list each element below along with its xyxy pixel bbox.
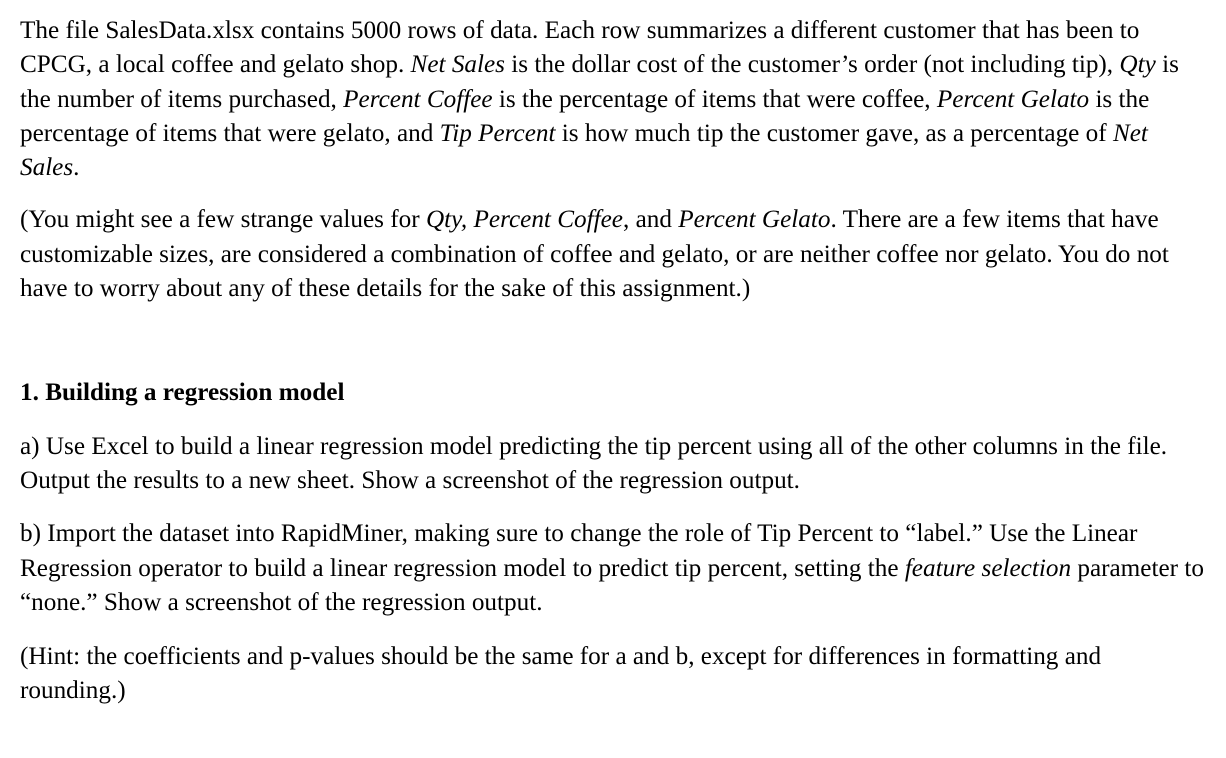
part-b-text: b) Import the dataset into RapidMiner, making sure to change the role of Tip Percent to “label.” Use the Linear Regression operator to build a linear regression model to predict tip percent, setting the xyxy=(20,520,1138,582)
intro-text: . xyxy=(73,154,80,182)
intro-text: is the dollar cost of the customer’s order (not including tip), xyxy=(505,51,1120,79)
document-page xyxy=(20,14,1206,709)
intro-paragraph xyxy=(20,14,1206,185)
note-text: . There are a few items that have customizable sizes, are considered a combination of coffee and gelato, or are neither coffee nor gelato. You do not have to worry about any of these details for the sake of this assignment.) xyxy=(20,206,1169,303)
note-text: (You might see a few strange values for xyxy=(20,206,426,234)
term-percent-gelato: Percent Gelato xyxy=(936,85,1090,113)
term-qty: Qty, xyxy=(425,206,468,234)
hint-paragraph: (Hint: the coefficients and p-values should be the same for a and b, except for differences in formatting and rounding.) xyxy=(20,643,1102,705)
term-percent-coffee: Percent Coffee xyxy=(343,85,493,113)
question-part-a: a) Use Excel to build a linear regression model predicting the tip percent using all of the other columns in the file. Output the results to a new sheet. Show a screenshot of the regression output. xyxy=(20,432,1168,494)
term-percent-gelato: Percent Gelato xyxy=(678,206,831,234)
intro-text: is the number of items purchased, xyxy=(20,51,1179,113)
term-net-sales: Net Sales xyxy=(410,51,505,79)
part-b-text: parameter to “none.” Show a screenshot of the regression output. xyxy=(20,554,1204,616)
question-part-b xyxy=(20,517,1206,620)
intro-text: The file SalesData.xlsx contains 5000 rows of data. Each row summarizes a different customer that has been to CPCG, a local coffee and gelato shop. xyxy=(20,17,1140,79)
term-tip-percent: Tip Percent xyxy=(439,119,556,147)
term-net-sales: Net Sales xyxy=(20,119,1148,182)
intro-text: is how much tip the customer gave, as a percentage of xyxy=(555,119,1113,147)
term-qty: Qty xyxy=(1119,51,1156,79)
note-text: , and xyxy=(622,206,679,234)
term-percent-coffee: Percent Coffee xyxy=(473,206,623,234)
term-feature-selection: feature selection xyxy=(904,554,1072,582)
intro-text: is the percentage of items that were gelato, and xyxy=(20,85,1150,147)
note-paragraph xyxy=(20,203,1206,306)
section-heading: 1. Building a regression model xyxy=(20,379,345,407)
intro-text: is the percentage of items that were coffee, xyxy=(492,85,937,113)
